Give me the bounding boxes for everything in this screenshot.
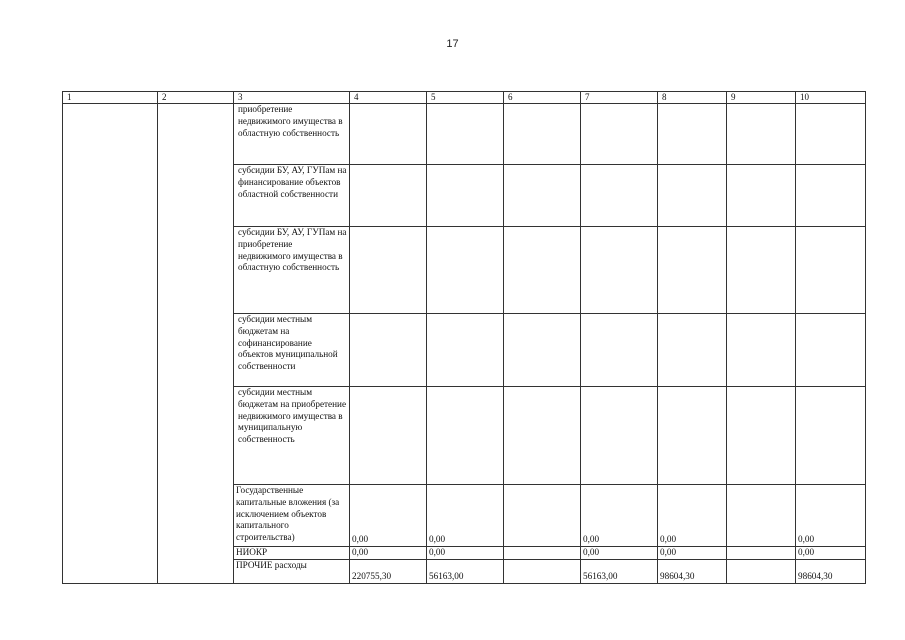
value-cell <box>727 547 796 560</box>
value-cell <box>796 227 866 314</box>
value-cell: 56163,00 <box>581 559 658 583</box>
value-cell: 0,00 <box>581 485 658 547</box>
row-description: субсидии БУ, АУ, ГУПам на финансирование объектов областной собственности <box>234 165 350 227</box>
value-cell: 0,00 <box>581 547 658 560</box>
header-cell: 8 <box>658 92 727 104</box>
value-cell <box>727 314 796 387</box>
value-cell <box>504 547 581 560</box>
value-cell <box>727 104 796 165</box>
value-cell <box>727 485 796 547</box>
value-cell <box>350 165 427 227</box>
value-cell: 98604,30 <box>796 559 866 583</box>
value-cell <box>658 387 727 485</box>
header-cell: 10 <box>796 92 866 104</box>
header-row <box>63 92 866 104</box>
value-cell <box>581 387 658 485</box>
value-cell <box>504 314 581 387</box>
value-cell: 0,00 <box>427 485 504 547</box>
header-cell: 7 <box>581 92 658 104</box>
value-cell <box>796 387 866 485</box>
value-cell: 0,00 <box>350 485 427 547</box>
value-cell <box>427 227 504 314</box>
value-cell: 220755,30 <box>350 559 427 583</box>
page-number: 17 <box>446 38 459 50</box>
header-cell: 3 <box>234 92 350 104</box>
table-row <box>63 104 866 165</box>
row-description: субсидии БУ, АУ, ГУПам на приобретение недвижимого имущества в областную собственность <box>234 227 350 314</box>
value-cell: 0,00 <box>796 547 866 560</box>
row-description: приобретение недвижимого имущества в областную собственность <box>234 104 350 165</box>
value-cell <box>581 227 658 314</box>
header-cell: 6 <box>504 92 581 104</box>
value-cell <box>427 387 504 485</box>
value-cell <box>350 314 427 387</box>
value-cell: 0,00 <box>427 547 504 560</box>
value-cell <box>350 104 427 165</box>
empty-cell-col2 <box>158 104 234 584</box>
value-cell <box>727 559 796 583</box>
value-cell: 0,00 <box>658 485 727 547</box>
value-cell <box>504 485 581 547</box>
value-cell <box>658 227 727 314</box>
row-description: субсидии местным бюджетам на приобретение недвижимого имущества в муниципальную собственность <box>234 387 350 485</box>
value-cell <box>658 314 727 387</box>
header-cell: 1 <box>63 92 158 104</box>
value-cell <box>727 165 796 227</box>
row-description: НИОКР <box>234 547 350 560</box>
row-description: Государственные капитальные вложения (за исключением объектов капитального строительства) <box>234 485 350 547</box>
value-cell <box>581 314 658 387</box>
value-cell <box>427 165 504 227</box>
value-cell <box>796 104 866 165</box>
value-cell <box>581 104 658 165</box>
value-cell <box>504 227 581 314</box>
empty-cell-col1 <box>63 104 158 584</box>
value-cell <box>350 387 427 485</box>
value-cell <box>504 165 581 227</box>
header-cell: 2 <box>158 92 234 104</box>
header-cell: 4 <box>350 92 427 104</box>
value-cell: 98604,30 <box>658 559 727 583</box>
value-cell <box>350 227 427 314</box>
value-cell <box>796 314 866 387</box>
value-cell: 0,00 <box>796 485 866 547</box>
value-cell <box>727 227 796 314</box>
value-cell: 0,00 <box>350 547 427 560</box>
value-cell <box>504 559 581 583</box>
value-cell <box>504 104 581 165</box>
budget-table <box>62 91 866 584</box>
header-cell: 9 <box>727 92 796 104</box>
value-cell <box>658 104 727 165</box>
value-cell <box>504 387 581 485</box>
header-cell: 5 <box>427 92 504 104</box>
value-cell: 56163,00 <box>427 559 504 583</box>
value-cell <box>427 104 504 165</box>
value-cell <box>427 314 504 387</box>
value-cell <box>658 165 727 227</box>
value-cell <box>581 165 658 227</box>
row-description: ПРОЧИЕ расходы <box>234 559 350 583</box>
value-cell <box>796 165 866 227</box>
value-cell: 0,00 <box>658 547 727 560</box>
value-cell <box>727 387 796 485</box>
row-description: субсидии местным бюджетам на софинансирование объектов муниципальной собственности <box>234 314 350 387</box>
